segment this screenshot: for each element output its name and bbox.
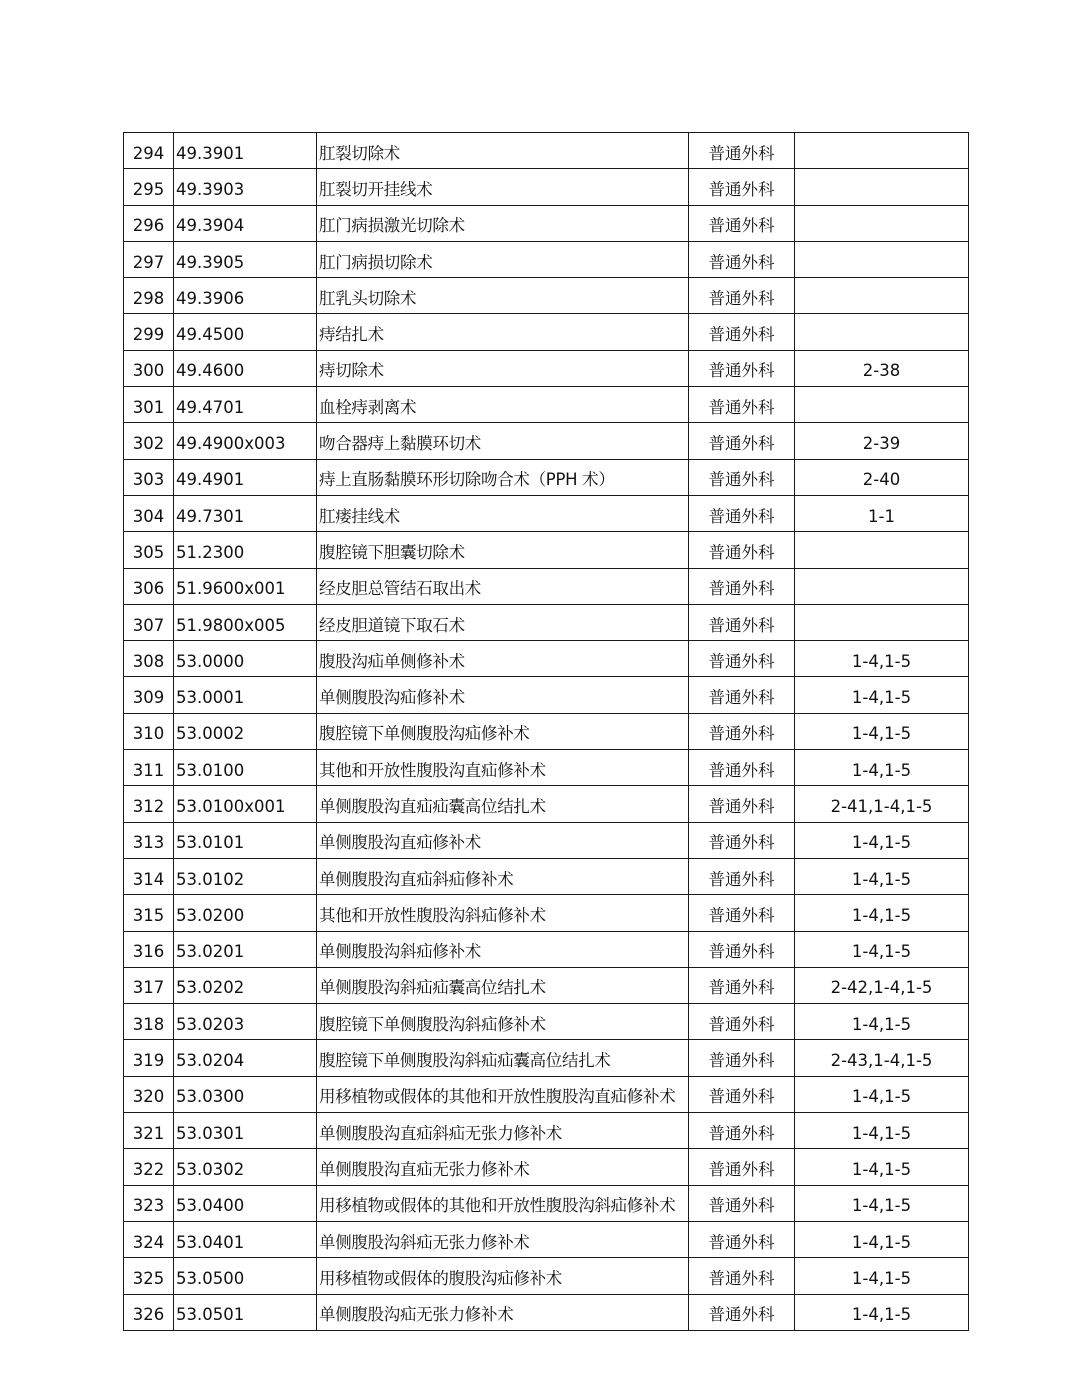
table-row	[124, 459, 969, 495]
table-row	[124, 314, 969, 350]
table-row	[124, 241, 969, 277]
table-row	[124, 1294, 969, 1330]
procedure-name-cell: 腹股沟疝单侧修补术	[317, 641, 689, 677]
procedure-code-cell: 53.0300	[174, 1076, 317, 1112]
note-cell: 2-39	[795, 423, 969, 459]
table-row	[124, 1004, 969, 1040]
note-cell: 1-4,1-5	[795, 641, 969, 677]
department-cell: 普通外科	[689, 713, 795, 749]
procedure-code-cell: 53.0501	[174, 1294, 317, 1330]
row-number-cell: 311	[124, 750, 174, 786]
procedure-name-cell: 肛瘘挂线术	[317, 495, 689, 531]
row-number-cell: 308	[124, 641, 174, 677]
procedure-name-cell: 腹腔镜下胆囊切除术	[317, 532, 689, 568]
procedure-code-cell: 53.0301	[174, 1113, 317, 1149]
department-cell: 普通外科	[689, 786, 795, 822]
row-number-cell: 306	[124, 568, 174, 604]
procedure-code-cell: 49.3904	[174, 205, 317, 241]
procedure-name-cell: 单侧腹股沟直疝无张力修补术	[317, 1149, 689, 1185]
department-cell: 普通外科	[689, 677, 795, 713]
note-cell: 2-38	[795, 350, 969, 386]
table-row	[124, 1040, 969, 1076]
note-cell	[795, 387, 969, 423]
department-cell: 普通外科	[689, 931, 795, 967]
table-row	[124, 350, 969, 386]
procedure-code-cell: 53.0000	[174, 641, 317, 677]
row-number-cell: 299	[124, 314, 174, 350]
department-cell: 普通外科	[689, 423, 795, 459]
row-number-cell: 313	[124, 822, 174, 858]
table-row	[124, 278, 969, 314]
department-cell: 普通外科	[689, 350, 795, 386]
table-row	[124, 713, 969, 749]
procedure-code-cell: 53.0500	[174, 1258, 317, 1294]
note-cell	[795, 278, 969, 314]
procedure-code-cell: 51.2300	[174, 532, 317, 568]
table-row	[124, 532, 969, 568]
table-row	[124, 1149, 969, 1185]
department-cell: 普通外科	[689, 1258, 795, 1294]
procedure-code-cell: 53.0203	[174, 1004, 317, 1040]
note-cell	[795, 205, 969, 241]
note-cell: 1-4,1-5	[795, 858, 969, 894]
table-row	[124, 1258, 969, 1294]
note-cell: 1-4,1-5	[795, 822, 969, 858]
table-row	[124, 169, 969, 205]
row-number-cell: 314	[124, 858, 174, 894]
row-number-cell: 302	[124, 423, 174, 459]
row-number-cell: 322	[124, 1149, 174, 1185]
procedure-code-cell: 53.0201	[174, 931, 317, 967]
note-cell: 2-43,1-4,1-5	[795, 1040, 969, 1076]
note-cell: 1-4,1-5	[795, 1076, 969, 1112]
row-number-cell: 325	[124, 1258, 174, 1294]
table-row	[124, 641, 969, 677]
department-cell: 普通外科	[689, 604, 795, 640]
table-row	[124, 495, 969, 531]
note-cell	[795, 133, 969, 169]
row-number-cell: 300	[124, 350, 174, 386]
procedure-name-cell: 单侧腹股沟直疝斜疝无张力修补术	[317, 1113, 689, 1149]
procedure-name-cell: 单侧腹股沟斜疝无张力修补术	[317, 1221, 689, 1257]
row-number-cell: 315	[124, 895, 174, 931]
table-row	[124, 858, 969, 894]
row-number-cell: 317	[124, 967, 174, 1003]
procedure-name-cell: 痔结扎术	[317, 314, 689, 350]
row-number-cell: 298	[124, 278, 174, 314]
procedure-name-cell: 吻合器痔上黏膜环切术	[317, 423, 689, 459]
department-cell: 普通外科	[689, 169, 795, 205]
table-row	[124, 1185, 969, 1221]
table-row	[124, 750, 969, 786]
department-cell: 普通外科	[689, 532, 795, 568]
procedure-name-cell: 单侧腹股沟直疝修补术	[317, 822, 689, 858]
procedure-table-body	[124, 133, 969, 1331]
row-number-cell: 301	[124, 387, 174, 423]
procedure-code-cell: 49.4600	[174, 350, 317, 386]
procedure-name-cell: 单侧腹股沟疝修补术	[317, 677, 689, 713]
note-cell: 1-4,1-5	[795, 750, 969, 786]
procedure-code-cell: 53.0202	[174, 967, 317, 1003]
table-row	[124, 786, 969, 822]
department-cell: 普通外科	[689, 568, 795, 604]
procedure-code-cell: 53.0401	[174, 1221, 317, 1257]
procedure-code-cell: 49.4500	[174, 314, 317, 350]
table-row	[124, 423, 969, 459]
row-number-cell: 323	[124, 1185, 174, 1221]
procedure-name-cell: 其他和开放性腹股沟斜疝修补术	[317, 895, 689, 931]
procedure-code-cell: 53.0100	[174, 750, 317, 786]
row-number-cell: 326	[124, 1294, 174, 1330]
row-number-cell: 296	[124, 205, 174, 241]
procedure-code-cell: 53.0002	[174, 713, 317, 749]
procedure-code-cell: 53.0302	[174, 1149, 317, 1185]
procedure-name-cell: 单侧腹股沟疝无张力修补术	[317, 1294, 689, 1330]
row-number-cell: 320	[124, 1076, 174, 1112]
note-cell: 2-42,1-4,1-5	[795, 967, 969, 1003]
note-cell: 1-4,1-5	[795, 1258, 969, 1294]
procedure-name-cell: 经皮胆总管结石取出术	[317, 568, 689, 604]
procedure-code-cell: 53.0101	[174, 822, 317, 858]
row-number-cell: 305	[124, 532, 174, 568]
department-cell: 普通外科	[689, 133, 795, 169]
note-cell: 1-1	[795, 495, 969, 531]
row-number-cell: 324	[124, 1221, 174, 1257]
note-cell	[795, 314, 969, 350]
procedure-name-cell: 痔上直肠黏膜环形切除吻合术（PPH 术）	[317, 459, 689, 495]
table-row	[124, 931, 969, 967]
note-cell: 1-4,1-5	[795, 1221, 969, 1257]
procedure-table	[123, 132, 969, 1331]
procedure-name-cell: 单侧腹股沟直疝斜疝修补术	[317, 858, 689, 894]
note-cell: 1-4,1-5	[795, 1185, 969, 1221]
procedure-name-cell: 单侧腹股沟斜疝疝囊高位结扎术	[317, 967, 689, 1003]
procedure-code-cell: 49.3903	[174, 169, 317, 205]
procedure-code-cell: 53.0102	[174, 858, 317, 894]
procedure-name-cell: 单侧腹股沟斜疝修补术	[317, 931, 689, 967]
department-cell: 普通外科	[689, 241, 795, 277]
procedure-code-cell: 53.0100x001	[174, 786, 317, 822]
department-cell: 普通外科	[689, 858, 795, 894]
note-cell: 1-4,1-5	[795, 1149, 969, 1185]
note-cell	[795, 568, 969, 604]
procedure-code-cell: 53.0204	[174, 1040, 317, 1076]
procedure-code-cell: 49.7301	[174, 495, 317, 531]
row-number-cell: 294	[124, 133, 174, 169]
table-row	[124, 568, 969, 604]
document-page	[123, 132, 968, 1331]
row-number-cell: 312	[124, 786, 174, 822]
procedure-code-cell: 49.3906	[174, 278, 317, 314]
procedure-name-cell: 腹腔镜下单侧腹股沟斜疝修补术	[317, 1004, 689, 1040]
note-cell: 1-4,1-5	[795, 1294, 969, 1330]
row-number-cell: 303	[124, 459, 174, 495]
procedure-name-cell: 腹腔镜下单侧腹股沟疝修补术	[317, 713, 689, 749]
procedure-code-cell: 49.3901	[174, 133, 317, 169]
department-cell: 普通外科	[689, 750, 795, 786]
note-cell	[795, 241, 969, 277]
department-cell: 普通外科	[689, 1113, 795, 1149]
row-number-cell: 309	[124, 677, 174, 713]
department-cell: 普通外科	[689, 314, 795, 350]
procedure-code-cell: 49.3905	[174, 241, 317, 277]
note-cell: 2-40	[795, 459, 969, 495]
procedure-name-cell: 用移植物或假体的其他和开放性腹股沟直疝修补术	[317, 1076, 689, 1112]
row-number-cell: 304	[124, 495, 174, 531]
procedure-name-cell: 用移植物或假体的腹股沟疝修补术	[317, 1258, 689, 1294]
procedure-code-cell: 53.0400	[174, 1185, 317, 1221]
department-cell: 普通外科	[689, 1294, 795, 1330]
note-cell: 1-4,1-5	[795, 677, 969, 713]
procedure-name-cell: 肛门病损切除术	[317, 241, 689, 277]
procedure-name-cell: 肛裂切开挂线术	[317, 169, 689, 205]
note-cell	[795, 169, 969, 205]
row-number-cell: 318	[124, 1004, 174, 1040]
procedure-code-cell: 51.9800x005	[174, 604, 317, 640]
department-cell: 普通外科	[689, 387, 795, 423]
table-row	[124, 387, 969, 423]
row-number-cell: 319	[124, 1040, 174, 1076]
department-cell: 普通外科	[689, 1004, 795, 1040]
procedure-name-cell: 经皮胆道镜下取石术	[317, 604, 689, 640]
note-cell: 1-4,1-5	[795, 1004, 969, 1040]
procedure-code-cell: 49.4900x003	[174, 423, 317, 459]
note-cell: 1-4,1-5	[795, 713, 969, 749]
procedure-name-cell: 血栓痔剥离术	[317, 387, 689, 423]
department-cell: 普通外科	[689, 967, 795, 1003]
department-cell: 普通外科	[689, 1149, 795, 1185]
procedure-code-cell: 49.4901	[174, 459, 317, 495]
table-row	[124, 967, 969, 1003]
department-cell: 普通外科	[689, 1185, 795, 1221]
table-row	[124, 205, 969, 241]
department-cell: 普通外科	[689, 1221, 795, 1257]
department-cell: 普通外科	[689, 495, 795, 531]
table-row	[124, 1113, 969, 1149]
department-cell: 普通外科	[689, 278, 795, 314]
table-row	[124, 895, 969, 931]
procedure-name-cell: 其他和开放性腹股沟直疝修补术	[317, 750, 689, 786]
note-cell	[795, 532, 969, 568]
procedure-code-cell: 53.0001	[174, 677, 317, 713]
procedure-name-cell: 肛裂切除术	[317, 133, 689, 169]
procedure-name-cell: 肛乳头切除术	[317, 278, 689, 314]
note-cell: 1-4,1-5	[795, 931, 969, 967]
table-row	[124, 677, 969, 713]
department-cell: 普通外科	[689, 459, 795, 495]
procedure-name-cell: 腹腔镜下单侧腹股沟斜疝疝囊高位结扎术	[317, 1040, 689, 1076]
procedure-code-cell: 49.4701	[174, 387, 317, 423]
row-number-cell: 307	[124, 604, 174, 640]
note-cell	[795, 604, 969, 640]
department-cell: 普通外科	[689, 1040, 795, 1076]
procedure-name-cell: 痔切除术	[317, 350, 689, 386]
procedure-code-cell: 51.9600x001	[174, 568, 317, 604]
department-cell: 普通外科	[689, 641, 795, 677]
department-cell: 普通外科	[689, 822, 795, 858]
table-row	[124, 822, 969, 858]
procedure-code-cell: 53.0200	[174, 895, 317, 931]
department-cell: 普通外科	[689, 895, 795, 931]
procedure-name-cell: 肛门病损激光切除术	[317, 205, 689, 241]
procedure-name-cell: 单侧腹股沟直疝疝囊高位结扎术	[317, 786, 689, 822]
row-number-cell: 321	[124, 1113, 174, 1149]
note-cell: 2-41,1-4,1-5	[795, 786, 969, 822]
department-cell: 普通外科	[689, 205, 795, 241]
row-number-cell: 310	[124, 713, 174, 749]
note-cell: 1-4,1-5	[795, 895, 969, 931]
department-cell: 普通外科	[689, 1076, 795, 1112]
row-number-cell: 297	[124, 241, 174, 277]
table-row	[124, 1076, 969, 1112]
row-number-cell: 316	[124, 931, 174, 967]
table-row	[124, 1221, 969, 1257]
note-cell: 1-4,1-5	[795, 1113, 969, 1149]
table-row	[124, 133, 969, 169]
row-number-cell: 295	[124, 169, 174, 205]
procedure-name-cell: 用移植物或假体的其他和开放性腹股沟斜疝修补术	[317, 1185, 689, 1221]
table-row	[124, 604, 969, 640]
